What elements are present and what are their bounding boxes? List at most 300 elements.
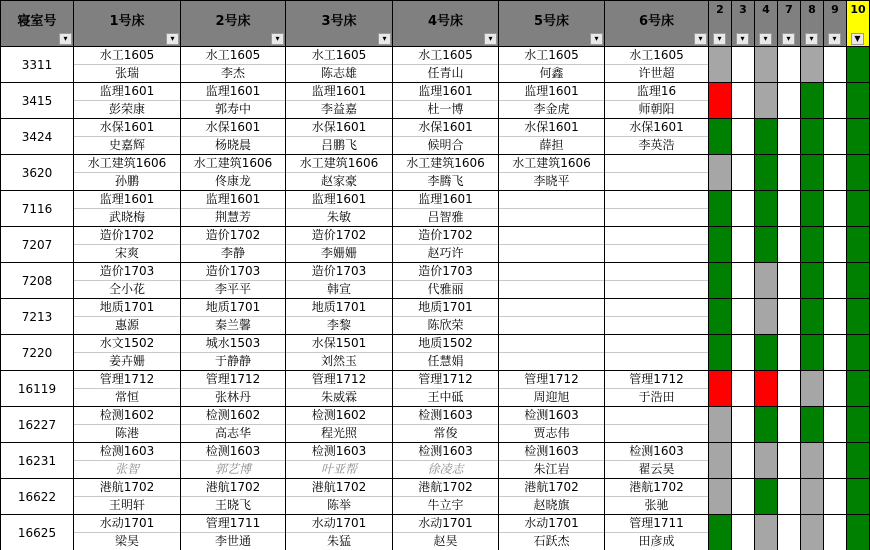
bed-cell[interactable]: [286, 371, 393, 407]
bed-cell[interactable]: [74, 191, 181, 227]
header-day-10-selected[interactable]: 10 ▼: [847, 1, 870, 47]
bed-cell[interactable]: [74, 47, 181, 83]
bed-cell[interactable]: [499, 443, 605, 479]
student-name: 杜一博: [393, 100, 498, 118]
bed-cell[interactable]: [286, 227, 393, 263]
class-name: 港航1702: [205, 480, 261, 494]
bed-cell[interactable]: [499, 191, 605, 227]
bed-cell[interactable]: [499, 83, 605, 119]
student-name: 任青山: [393, 64, 498, 82]
bed-cell[interactable]: [605, 47, 709, 83]
bed-cell[interactable]: [499, 479, 605, 515]
check-status-cell[interactable]: [755, 299, 778, 335]
filter-dropdown-icon[interactable]: ▾: [590, 33, 603, 45]
class-name: 检测1603: [205, 444, 261, 458]
bed-cell[interactable]: [74, 263, 181, 299]
bed-cell[interactable]: [181, 407, 286, 443]
class-name: 水动1701: [311, 516, 367, 530]
class-name: 地质1701: [418, 300, 473, 314]
header-room[interactable]: 寝室号 ▾: [1, 1, 74, 47]
bed-cell[interactable]: [74, 227, 181, 263]
bed-cell[interactable]: [393, 335, 499, 371]
filter-dropdown-icon[interactable]: ▾: [271, 33, 284, 45]
student-name: 张瑞: [74, 64, 180, 82]
table-row: [1, 443, 870, 479]
check-status-cell[interactable]: [778, 227, 801, 263]
check-status-cell[interactable]: [847, 479, 870, 515]
bed-cell[interactable]: [286, 47, 393, 83]
check-status-cell[interactable]: [801, 83, 824, 119]
filter-dropdown-icon[interactable]: ▾: [378, 33, 391, 45]
student-name: 吕鹏飞: [286, 136, 392, 154]
check-status-cell[interactable]: [824, 407, 847, 443]
check-status-cell[interactable]: [778, 47, 801, 83]
filter-dropdown-icon[interactable]: ▾: [694, 33, 707, 45]
student-name: 刘然玉: [286, 352, 392, 370]
bed-cell[interactable]: [74, 155, 181, 191]
bed-cell[interactable]: [499, 371, 605, 407]
check-status-cell[interactable]: [709, 335, 732, 371]
check-status-cell[interactable]: [801, 335, 824, 371]
filter-dropdown-icon[interactable]: ▾: [805, 33, 818, 45]
student-name: 史嘉辉: [74, 136, 180, 154]
check-status-cell[interactable]: [732, 335, 755, 371]
student-name: 梁昊: [74, 532, 180, 550]
header-bed-6[interactable]: 6号床 ▾: [605, 1, 709, 47]
bed-cell[interactable]: [74, 299, 181, 335]
check-status-cell[interactable]: [755, 515, 778, 550]
bed-cell[interactable]: [605, 227, 709, 263]
check-status-cell[interactable]: [847, 443, 870, 479]
check-status-cell[interactable]: [801, 155, 824, 191]
check-status-cell[interactable]: [824, 515, 847, 550]
student-name: [605, 208, 708, 226]
student-name: 郭寿中: [181, 100, 285, 118]
room-number-cell[interactable]: 3424: [1, 119, 74, 155]
class-name: 造价1702: [99, 228, 155, 242]
bed-cell[interactable]: [181, 227, 286, 263]
bed-cell[interactable]: [74, 371, 181, 407]
bed-cell[interactable]: [499, 407, 605, 443]
check-status-cell[interactable]: [709, 371, 732, 407]
student-name: 朱威霖: [286, 388, 392, 406]
header-bed-4[interactable]: 4号床 ▾: [393, 1, 499, 47]
check-status-cell[interactable]: [847, 83, 870, 119]
student-name: 许世超: [605, 64, 708, 82]
check-status-cell[interactable]: [824, 263, 847, 299]
bed-cell[interactable]: [393, 479, 499, 515]
bed-cell[interactable]: [499, 227, 605, 263]
student-name: 石跃杰: [499, 532, 604, 550]
check-status-cell[interactable]: [709, 227, 732, 263]
bed-cell[interactable]: [74, 479, 181, 515]
student-name: 武晓梅: [74, 208, 180, 226]
check-status-cell[interactable]: [732, 443, 755, 479]
check-status-cell[interactable]: [709, 299, 732, 335]
check-status-cell[interactable]: [778, 119, 801, 155]
check-status-cell[interactable]: [732, 299, 755, 335]
bed-cell[interactable]: [605, 299, 709, 335]
bed-cell[interactable]: [393, 515, 499, 550]
bed-cell[interactable]: [499, 119, 605, 155]
check-status-cell[interactable]: [778, 479, 801, 515]
class-name: 造价1703: [311, 264, 367, 278]
check-status-cell[interactable]: [755, 155, 778, 191]
check-status-cell[interactable]: [778, 191, 801, 227]
check-status-cell[interactable]: [755, 371, 778, 407]
bed-cell[interactable]: [393, 47, 499, 83]
room-number-cell[interactable]: 7220: [1, 335, 74, 371]
bed-cell[interactable]: [74, 407, 181, 443]
check-status-cell[interactable]: [801, 191, 824, 227]
bed-cell[interactable]: [393, 407, 499, 443]
check-status-cell[interactable]: [755, 443, 778, 479]
class-name: 水工建筑1606: [193, 156, 273, 170]
bed-cell[interactable]: [286, 335, 393, 371]
filter-dropdown-icon[interactable]: ▾: [484, 33, 497, 45]
check-status-cell[interactable]: [778, 335, 801, 371]
class-name: 水保1601: [524, 120, 579, 134]
table-row: [1, 47, 870, 83]
class-name: 造价1702: [311, 228, 367, 242]
bed-cell[interactable]: [181, 155, 286, 191]
check-status-cell[interactable]: [755, 83, 778, 119]
class-name: 检测1602: [311, 408, 367, 422]
student-name: [499, 352, 604, 370]
check-status-cell[interactable]: [778, 83, 801, 119]
student-name: 惠源: [74, 316, 180, 334]
check-status-cell[interactable]: [709, 515, 732, 550]
bed-cell[interactable]: [605, 191, 709, 227]
bed-cell[interactable]: [181, 263, 286, 299]
bed-cell[interactable]: [605, 155, 709, 191]
header-day-2[interactable]: 2 ▾: [709, 1, 732, 47]
check-status-cell[interactable]: [801, 371, 824, 407]
bed-cell[interactable]: [605, 119, 709, 155]
room-number-cell[interactable]: 7208: [1, 263, 74, 299]
check-status-cell[interactable]: [755, 335, 778, 371]
bed-cell[interactable]: [286, 407, 393, 443]
bed-cell[interactable]: [605, 479, 709, 515]
class-name: 水工1605: [524, 48, 579, 62]
class-name: 城水1503: [205, 336, 261, 350]
check-status-cell[interactable]: [847, 335, 870, 371]
student-name: 朱敏: [286, 208, 392, 226]
bed-cell[interactable]: [499, 299, 605, 335]
room-number-cell[interactable]: 16625: [1, 515, 74, 550]
check-status-cell[interactable]: [732, 263, 755, 299]
check-status-cell[interactable]: [732, 191, 755, 227]
bed-cell[interactable]: [286, 119, 393, 155]
check-status-cell[interactable]: [801, 119, 824, 155]
class-name: 管理1712: [629, 372, 684, 386]
active-filter-icon[interactable]: ▼: [851, 33, 864, 45]
check-status-cell[interactable]: [801, 47, 824, 83]
bed-cell[interactable]: [393, 299, 499, 335]
table-row: [1, 335, 870, 371]
class-name: 造价1702: [205, 228, 261, 242]
check-status-cell[interactable]: [847, 371, 870, 407]
header-day-7[interactable]: 7 ▾: [778, 1, 801, 47]
class-name: 水工建筑1606: [512, 156, 591, 170]
student-name: 任慧娟: [393, 352, 498, 370]
bed-cell[interactable]: [499, 335, 605, 371]
bed-cell[interactable]: [181, 371, 286, 407]
check-status-cell[interactable]: [755, 191, 778, 227]
bed-cell[interactable]: [286, 515, 393, 550]
check-status-cell[interactable]: [778, 443, 801, 479]
check-status-cell[interactable]: [732, 371, 755, 407]
check-status-cell[interactable]: [709, 263, 732, 299]
bed-cell[interactable]: [499, 263, 605, 299]
check-status-cell[interactable]: [755, 263, 778, 299]
room-number-cell[interactable]: 16119: [1, 371, 74, 407]
check-status-cell[interactable]: [801, 479, 824, 515]
bed-cell[interactable]: [605, 407, 709, 443]
check-status-cell[interactable]: [801, 443, 824, 479]
bed-cell[interactable]: [286, 479, 393, 515]
table-row: [1, 191, 870, 227]
check-status-cell[interactable]: [732, 155, 755, 191]
table-body: [1, 47, 870, 550]
filter-dropdown-icon[interactable]: ▾: [759, 33, 772, 45]
header-day-4[interactable]: 4 ▾: [755, 1, 778, 47]
bed-cell[interactable]: [286, 83, 393, 119]
bed-cell[interactable]: [181, 191, 286, 227]
check-status-cell[interactable]: [732, 407, 755, 443]
filter-dropdown-icon[interactable]: ▾: [166, 33, 179, 45]
student-name: [605, 424, 708, 442]
check-status-cell[interactable]: [732, 47, 755, 83]
check-status-cell[interactable]: [824, 299, 847, 335]
check-status-cell[interactable]: [778, 371, 801, 407]
class-name: 管理1712: [418, 372, 473, 386]
check-status-cell[interactable]: [709, 155, 732, 191]
student-name: 李杰: [181, 64, 285, 82]
room-number-cell[interactable]: 3620: [1, 155, 74, 191]
check-status-cell[interactable]: [801, 407, 824, 443]
check-status-cell[interactable]: [732, 119, 755, 155]
check-status-cell[interactable]: [778, 407, 801, 443]
bed-cell[interactable]: [605, 263, 709, 299]
header-day-3[interactable]: 3 ▾: [732, 1, 755, 47]
class-name: 管理1711: [205, 516, 261, 530]
check-status-cell[interactable]: [755, 227, 778, 263]
filter-dropdown-icon[interactable]: ▾: [59, 33, 72, 45]
check-status-cell[interactable]: [824, 191, 847, 227]
room-number-cell[interactable]: 16227: [1, 407, 74, 443]
class-name: [499, 263, 604, 280]
bed-cell[interactable]: [605, 371, 709, 407]
header-bed-3[interactable]: 3号床 ▾: [286, 1, 393, 47]
header-row: [1, 1, 870, 47]
bed-cell[interactable]: [605, 335, 709, 371]
check-status-cell[interactable]: [755, 407, 778, 443]
check-status-cell[interactable]: [755, 479, 778, 515]
check-status-cell[interactable]: [778, 515, 801, 550]
room-number-cell[interactable]: 3311: [1, 47, 74, 83]
class-name: 监理1601: [205, 192, 261, 206]
check-status-cell[interactable]: [709, 443, 732, 479]
bed-cell[interactable]: [499, 155, 605, 191]
check-status-cell[interactable]: [824, 335, 847, 371]
check-status-cell[interactable]: [709, 407, 732, 443]
class-name: 地质1701: [99, 300, 155, 314]
bed-cell[interactable]: [393, 155, 499, 191]
bed-cell[interactable]: [605, 515, 709, 550]
check-status-cell[interactable]: [732, 479, 755, 515]
filter-dropdown-icon[interactable]: ▾: [782, 33, 795, 45]
bed-cell[interactable]: [286, 263, 393, 299]
bed-cell[interactable]: [499, 47, 605, 83]
student-name: 李姗姗: [286, 244, 392, 262]
filter-dropdown-icon[interactable]: ▾: [713, 33, 726, 45]
header-day-9[interactable]: 9 ▾: [824, 1, 847, 47]
check-status-cell[interactable]: [709, 47, 732, 83]
room-number-cell[interactable]: 7207: [1, 227, 74, 263]
bed-cell[interactable]: [74, 515, 181, 550]
bed-cell[interactable]: [499, 515, 605, 550]
student-name: 常恒: [74, 388, 180, 406]
bed-cell[interactable]: [393, 83, 499, 119]
student-name: 张林丹: [181, 388, 285, 406]
check-status-cell[interactable]: [755, 47, 778, 83]
class-name: 检测1603: [629, 444, 684, 458]
bed-cell[interactable]: [74, 443, 181, 479]
check-status-cell[interactable]: [847, 155, 870, 191]
bed-cell[interactable]: [181, 299, 286, 335]
class-name: 检测1603: [418, 408, 473, 422]
bed-cell[interactable]: [74, 335, 181, 371]
bed-cell[interactable]: [181, 515, 286, 550]
check-status-cell[interactable]: [755, 119, 778, 155]
table-row: [1, 479, 870, 515]
header-bed-2[interactable]: 2号床 ▾: [181, 1, 286, 47]
table-row: [1, 263, 870, 299]
bed-cell[interactable]: [286, 443, 393, 479]
class-name: [499, 227, 604, 244]
bed-cell[interactable]: [74, 119, 181, 155]
student-name: 于静静: [181, 352, 285, 370]
check-status-cell[interactable]: [824, 443, 847, 479]
check-status-cell[interactable]: [801, 299, 824, 335]
student-name: 翟云昊: [605, 460, 708, 478]
bed-cell[interactable]: [181, 335, 286, 371]
class-name: 水工1605: [418, 48, 473, 62]
student-name: [499, 244, 604, 262]
class-name: 水动1701: [99, 516, 155, 530]
bed-cell[interactable]: [605, 83, 709, 119]
check-status-cell[interactable]: [801, 227, 824, 263]
bed-cell[interactable]: [393, 227, 499, 263]
room-number-cell[interactable]: 7213: [1, 299, 74, 335]
bed-cell[interactable]: [286, 299, 393, 335]
check-status-cell[interactable]: [847, 191, 870, 227]
header-day-8[interactable]: 8 ▾: [801, 1, 824, 47]
check-status-cell[interactable]: [824, 155, 847, 191]
student-name: 佟康龙: [181, 172, 285, 190]
filter-dropdown-icon[interactable]: ▾: [828, 33, 841, 45]
check-status-cell[interactable]: [847, 515, 870, 550]
check-status-cell[interactable]: [709, 479, 732, 515]
check-status-cell[interactable]: [778, 155, 801, 191]
class-name: 水动1701: [524, 516, 579, 530]
bed-cell[interactable]: [393, 191, 499, 227]
student-name: 陈港: [74, 424, 180, 442]
bed-cell[interactable]: [393, 371, 499, 407]
check-status-cell[interactable]: [709, 83, 732, 119]
check-status-cell[interactable]: [709, 191, 732, 227]
class-name: 管理1712: [524, 372, 579, 386]
class-name: 监理1601: [311, 84, 367, 98]
student-name: 赵家豪: [286, 172, 392, 190]
check-status-cell[interactable]: [824, 119, 847, 155]
room-number-cell[interactable]: 7116: [1, 191, 74, 227]
bed-cell[interactable]: [286, 191, 393, 227]
check-status-cell[interactable]: [732, 227, 755, 263]
bed-cell[interactable]: [393, 443, 499, 479]
room-number-cell[interactable]: 16231: [1, 443, 74, 479]
check-status-cell[interactable]: [824, 83, 847, 119]
header-bed-1[interactable]: 1号床 ▾: [74, 1, 181, 47]
student-name: 陈欣荣: [393, 316, 498, 334]
check-status-cell[interactable]: [847, 119, 870, 155]
student-name: 王晓飞: [181, 496, 285, 514]
bed-cell[interactable]: [393, 119, 499, 155]
bed-cell[interactable]: [181, 119, 286, 155]
bed-cell[interactable]: [605, 443, 709, 479]
check-status-cell[interactable]: [847, 47, 870, 83]
class-name: 监理1601: [311, 192, 367, 206]
check-status-cell[interactable]: [847, 299, 870, 335]
check-status-cell[interactable]: [732, 83, 755, 119]
check-status-cell[interactable]: [801, 515, 824, 550]
check-status-cell[interactable]: [824, 371, 847, 407]
bed-cell[interactable]: [181, 83, 286, 119]
bed-cell[interactable]: [181, 479, 286, 515]
filter-dropdown-icon[interactable]: ▾: [736, 33, 749, 45]
bed-cell[interactable]: [181, 443, 286, 479]
check-status-cell[interactable]: [824, 227, 847, 263]
bed-cell[interactable]: [74, 83, 181, 119]
room-number-cell[interactable]: 3415: [1, 83, 74, 119]
check-status-cell[interactable]: [847, 227, 870, 263]
student-name: 郭艺博: [181, 460, 285, 478]
class-name: 监理1601: [99, 192, 155, 206]
check-status-cell[interactable]: [824, 479, 847, 515]
bed-cell[interactable]: [286, 155, 393, 191]
check-status-cell[interactable]: [801, 263, 824, 299]
check-status-cell[interactable]: [824, 47, 847, 83]
student-name: 李英浩: [605, 136, 708, 154]
check-status-cell[interactable]: [778, 263, 801, 299]
class-name: [499, 191, 604, 208]
check-status-cell[interactable]: [847, 407, 870, 443]
student-name: 师朝阳: [605, 100, 708, 118]
check-status-cell[interactable]: [778, 299, 801, 335]
check-status-cell[interactable]: [847, 263, 870, 299]
header-bed-5[interactable]: 5号床 ▾: [499, 1, 605, 47]
room-number-cell[interactable]: 16622: [1, 479, 74, 515]
student-name: [605, 172, 708, 190]
student-name: [605, 316, 708, 334]
bed-cell[interactable]: [393, 263, 499, 299]
check-status-cell[interactable]: [709, 119, 732, 155]
check-status-cell[interactable]: [732, 515, 755, 550]
student-name: 韩宣: [286, 280, 392, 298]
student-name: 李静: [181, 244, 285, 262]
bed-cell[interactable]: [181, 47, 286, 83]
